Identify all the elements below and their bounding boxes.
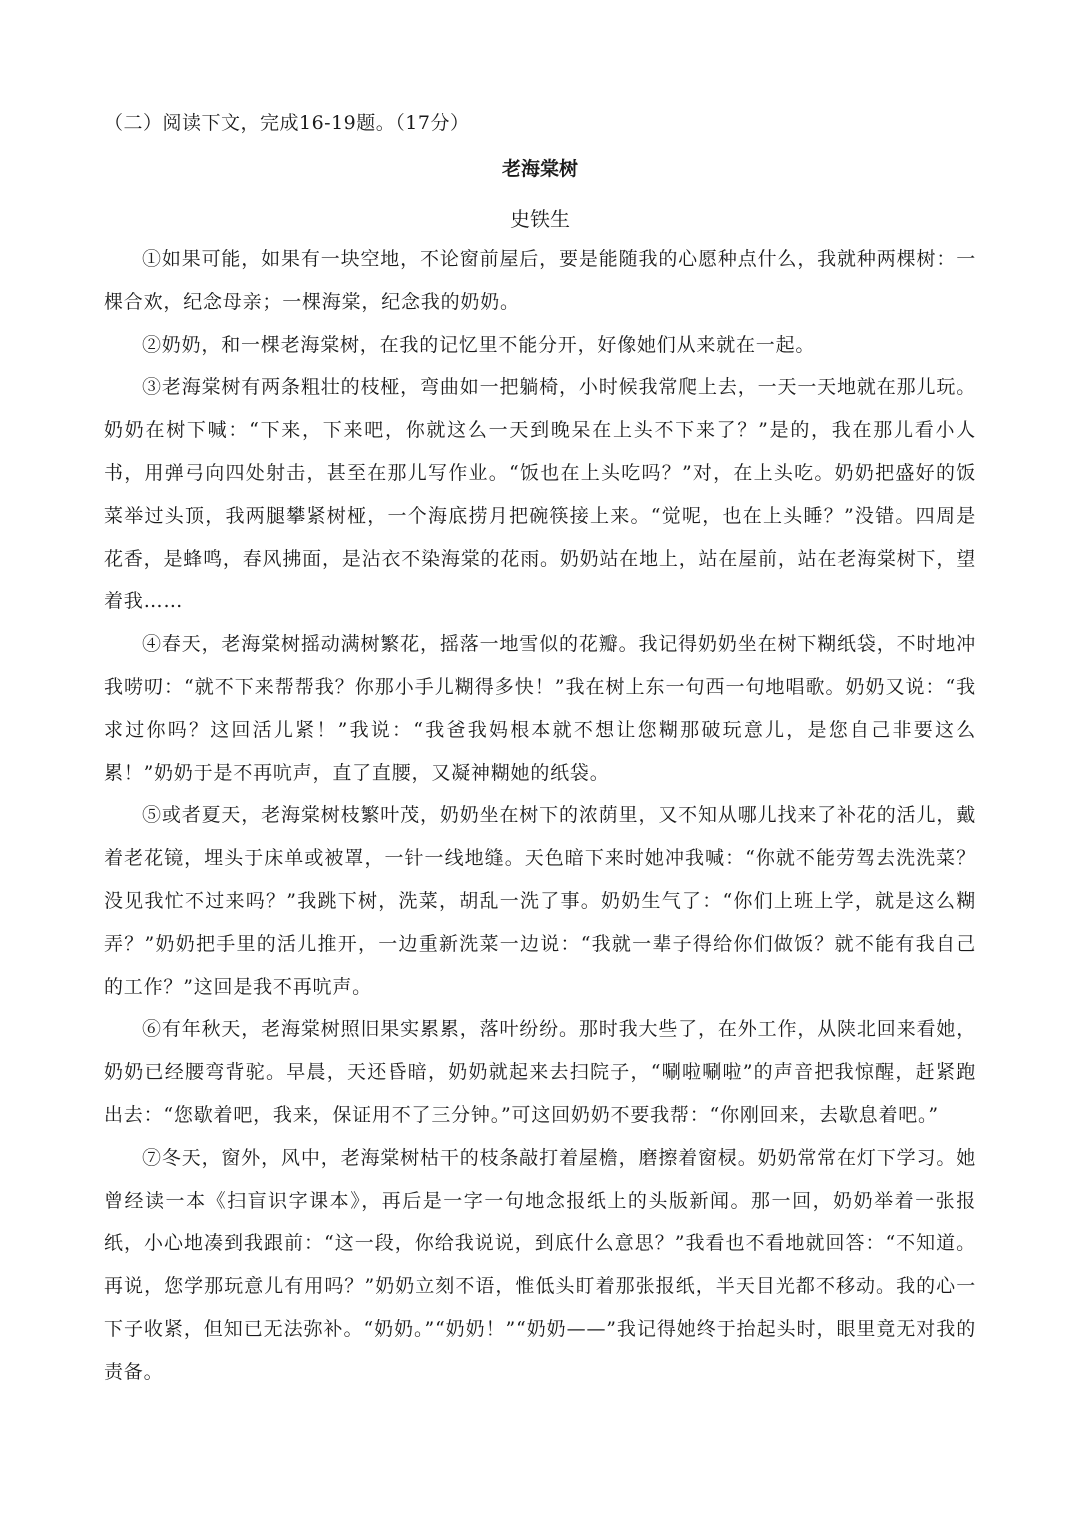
paragraph-4: ④春天，老海棠树摇动满树繁花，摇落一地雪似的花瓣。我记得奶奶坐在树下糊纸袋，不时地冲我唠叨：“就不下来帮帮我？你那小手儿糊得多快！”我在树上东一句西一句地唱歌。奶奶又说：“我求过你吗？这回活儿紧！”我说：“我爸我妈根本就不想让您糊那破玩意儿，是您自己非要这么累！”奶奶于是不再吭声，直了直腰，又凝神糊她的纸袋。	[104, 633, 976, 784]
paragraph-3: ③老海棠树有两条粗壮的枝桠，弯曲如一把躺椅，小时候我常爬上去，一天一天地就在那儿玩。奶奶在树下喊：“下来，下来吧，你就这么一天到晚呆在上头不下来了？”是的，我在那儿看小人书，用弹弓向四处射击，甚至在那儿写作业。“饭也在上头吃吗？”对，在上头吃。奶奶把盛好的饭菜举过头顶，我两腿攀紧树桠，一个海底捞月把碗筷接上来。“觉呢，也在上头睡？”没错。四周是花香，是蜂鸣，春风拂面，是沾衣不染海棠的花雨。奶奶站在地上，站在屋前，站在老海棠树下，望着我……	[104, 376, 976, 613]
paragraph-1: ①如果可能，如果有一块空地，不论窗前屋后，要是能随我的心愿种点什么，我就种两棵树：一棵合欢，纪念母亲；一棵海棠，纪念我的奶奶。	[104, 248, 976, 313]
paragraph-2: ②奶奶，和一棵老海棠树，在我的记忆里不能分开，好像她们从来就在一起。	[142, 333, 816, 356]
article-title: 老海棠树	[501, 158, 578, 180]
paragraph-7: ⑦冬天，窗外，风中，老海棠树枯干的枝条敲打着屋檐，磨擦着窗棂。奶奶常常在灯下学习。她曾经读一本《扫盲识字课本》，再后是一字一句地念报纸上的头版新闻。那一回，奶奶举着一张报纸，小心地凑到我跟前：“这一段，你给我说说，到底什么意思？”我看也不看地就回答：“不知道。再说，您学那玩意儿有用吗？”奶奶立刻不语，惟低头盯着那张报纸，半天目光都不移动。我的心一下子收紧，但知已无法弥补。“奶奶。”“奶奶！”“奶奶——”我记得她终于抬起头时，眼里竟无对我的责备。	[104, 1146, 976, 1383]
paragraph-5: ⑤或者夏天，老海棠树枝繁叶茂，奶奶坐在树下的浓荫里，又不知从哪儿找来了补花的活儿，戴着老花镜，埋头于床单或被罩，一针一线地缝。天色暗下来时她冲我喊：“你就不能劳驾去洗洗菜？没见我忙不过来吗？”我跳下树，洗菜，胡乱一洗了事。奶奶生气了：“你们上班上学，就是这么糊弄？”奶奶把手里的活儿推开，一边重新洗菜一边说：“我就一辈子得给你们做饭？就不能有我自己的工作？”这回是我不再吭声。	[104, 804, 976, 998]
question-instruction: （二）阅读下文，完成16-19题。（17分）	[104, 112, 470, 134]
paragraph-6: ⑥有年秋天，老海棠树照旧果实累累，落叶纷纷。那时我大些了，在外工作，从陕北回来看她，奶奶已经腰弯背驼。早晨，天还昏暗，奶奶就起来去扫院子，“唰啦唰啦”的声音把我惊醒，赶紧跑出去：“您歇着吧，我来，保证用不了三分钟。”可这回奶奶不要我帮：“你刚回来，去歇息着吧。”	[104, 1018, 976, 1126]
article-author: 史铁生	[510, 207, 570, 231]
